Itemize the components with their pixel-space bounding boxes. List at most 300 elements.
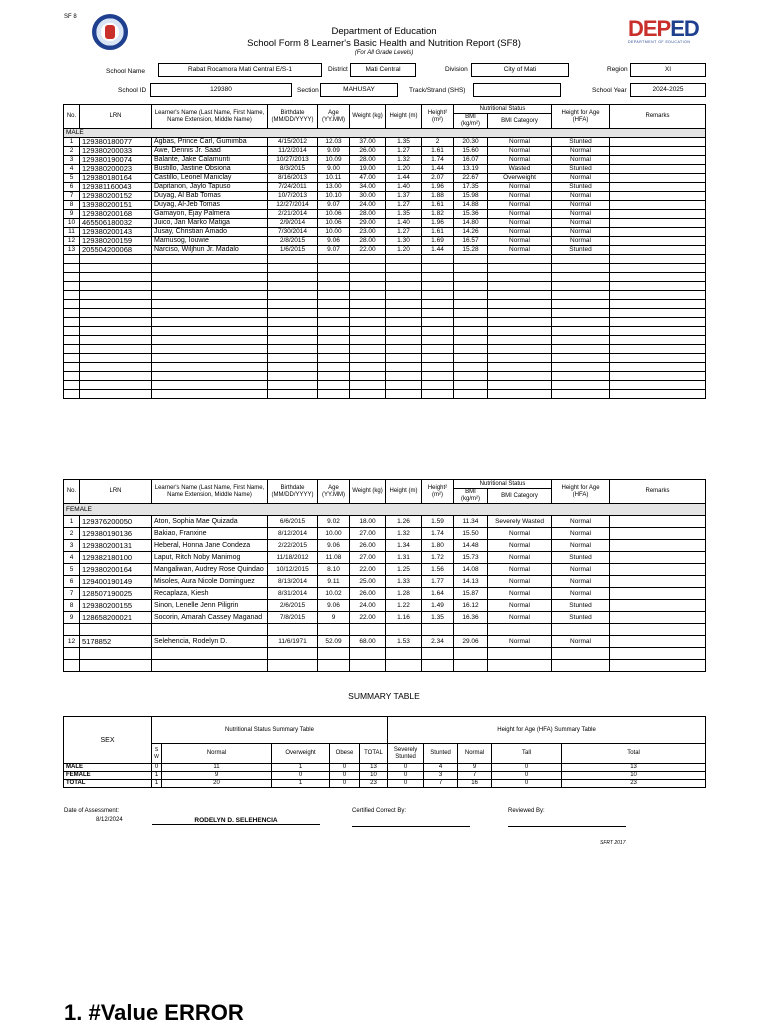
female-cell-bmi[interactable]: 11.34 <box>454 516 488 528</box>
female-cell-name[interactable]: Laput, Ritch Noby Manimog <box>152 552 268 564</box>
male-cell-h2[interactable]: 1.96 <box>422 183 454 192</box>
male-cell-hfa[interactable] <box>552 255 610 264</box>
male-cell-cat[interactable] <box>488 291 552 300</box>
division-field[interactable]: City of Mati <box>471 63 569 77</box>
male-cell-h2[interactable]: 1.44 <box>422 246 454 255</box>
male-cell-bmi[interactable]: 15.36 <box>454 210 488 219</box>
male-cell-no[interactable] <box>64 327 80 336</box>
male-cell-bmi[interactable]: 14.26 <box>454 228 488 237</box>
male-cell-age[interactable] <box>318 381 350 390</box>
male-cell-bmi[interactable]: 22.67 <box>454 174 488 183</box>
male-cell-cat[interactable]: Normal <box>488 246 552 255</box>
female-cell-hfa[interactable] <box>552 648 610 660</box>
male-cell-age[interactable] <box>318 291 350 300</box>
female-cell-age[interactable]: 10.02 <box>318 588 350 600</box>
male-cell-wt[interactable] <box>350 318 386 327</box>
male-cell-hfa[interactable]: Normal <box>552 219 610 228</box>
female-cell-no[interactable]: 5 <box>64 564 80 576</box>
female-cell-h2[interactable]: 1.59 <box>422 516 454 528</box>
female-cell-bmi[interactable]: 15.87 <box>454 588 488 600</box>
male-cell-lrn[interactable]: 129380200023 <box>80 165 152 174</box>
male-cell-cat[interactable]: Normal <box>488 228 552 237</box>
female-cell-name[interactable]: Socorin, Amarah Cassey Maganad <box>152 612 268 624</box>
male-cell-ht[interactable]: 1.27 <box>386 147 422 156</box>
male-cell-name[interactable]: Gamayon, Ejay Palmera <box>152 210 268 219</box>
male-cell-wt[interactable]: 37.00 <box>350 138 386 147</box>
female-cell-bd[interactable]: 2/6/2015 <box>268 600 318 612</box>
male-cell-name[interactable] <box>152 354 268 363</box>
school-name-field[interactable]: Rabat Rocamora Mati Central E/S-1 <box>158 63 322 77</box>
female-cell-lrn[interactable]: 129380200131 <box>80 540 152 552</box>
female-cell-cat[interactable] <box>488 624 552 636</box>
male-cell-name[interactable]: Jusay, Christian Amado <box>152 228 268 237</box>
male-cell-remarks[interactable] <box>610 147 706 156</box>
female-cell-lrn[interactable]: 129382180100 <box>80 552 152 564</box>
male-cell-ht[interactable]: 1.35 <box>386 210 422 219</box>
male-cell-lrn[interactable]: 129380200033 <box>80 147 152 156</box>
female-cell-wt[interactable]: 26.00 <box>350 540 386 552</box>
male-cell-hfa[interactable] <box>552 327 610 336</box>
female-cell-lrn[interactable] <box>80 660 152 672</box>
female-cell-h2[interactable]: 1.64 <box>422 588 454 600</box>
male-cell-bmi[interactable] <box>454 372 488 381</box>
female-cell-wt[interactable]: 18.00 <box>350 516 386 528</box>
male-cell-lrn[interactable] <box>80 363 152 372</box>
female-cell-lrn[interactable]: 129400190149 <box>80 576 152 588</box>
male-cell-age[interactable]: 10.09 <box>318 156 350 165</box>
female-cell-hfa[interactable] <box>552 624 610 636</box>
male-cell-name[interactable]: Balante, Jake Calamunti <box>152 156 268 165</box>
male-cell-cat[interactable] <box>488 354 552 363</box>
male-cell-bmi[interactable]: 16.07 <box>454 156 488 165</box>
male-cell-hfa[interactable]: Normal <box>552 174 610 183</box>
female-cell-age[interactable]: 9.06 <box>318 540 350 552</box>
female-cell-remarks[interactable] <box>610 540 706 552</box>
male-cell-ht[interactable]: 1.32 <box>386 156 422 165</box>
female-cell-ht[interactable]: 1.26 <box>386 516 422 528</box>
male-cell-lrn[interactable]: 129380200143 <box>80 228 152 237</box>
female-cell-remarks[interactable] <box>610 624 706 636</box>
male-cell-age[interactable]: 12.03 <box>318 138 350 147</box>
female-cell-cat[interactable]: Normal <box>488 540 552 552</box>
male-cell-cat[interactable] <box>488 363 552 372</box>
male-cell-age[interactable] <box>318 318 350 327</box>
male-cell-bmi[interactable]: 20.30 <box>454 138 488 147</box>
male-cell-remarks[interactable] <box>610 282 706 291</box>
male-cell-name[interactable] <box>152 327 268 336</box>
male-cell-age[interactable]: 10.00 <box>318 228 350 237</box>
male-cell-ht[interactable] <box>386 291 422 300</box>
female-cell-remarks[interactable] <box>610 648 706 660</box>
female-cell-bmi[interactable]: 29.06 <box>454 636 488 648</box>
male-cell-remarks[interactable] <box>610 381 706 390</box>
male-cell-name[interactable]: Duyag, Al Bab Tomas <box>152 192 268 201</box>
female-cell-bd[interactable]: 2/22/2015 <box>268 540 318 552</box>
male-cell-bmi[interactable] <box>454 255 488 264</box>
male-cell-h2[interactable]: 2.07 <box>422 174 454 183</box>
male-cell-name[interactable] <box>152 336 268 345</box>
male-cell-no[interactable]: 3 <box>64 156 80 165</box>
male-cell-cat[interactable]: Wasted <box>488 165 552 174</box>
female-cell-no[interactable]: 9 <box>64 612 80 624</box>
male-cell-bmi[interactable] <box>454 327 488 336</box>
male-cell-age[interactable]: 10.06 <box>318 210 350 219</box>
female-cell-remarks[interactable] <box>610 516 706 528</box>
male-cell-cat[interactable] <box>488 282 552 291</box>
female-cell-remarks[interactable] <box>610 636 706 648</box>
female-cell-age[interactable]: 9.02 <box>318 516 350 528</box>
male-cell-age[interactable] <box>318 273 350 282</box>
male-cell-h2[interactable] <box>422 390 454 399</box>
female-cell-remarks[interactable] <box>610 612 706 624</box>
male-cell-remarks[interactable] <box>610 336 706 345</box>
male-cell-age[interactable]: 10.06 <box>318 219 350 228</box>
female-cell-name[interactable]: Misoles, Aura Nicole Dominguez <box>152 576 268 588</box>
male-cell-name[interactable] <box>152 372 268 381</box>
male-cell-bd[interactable] <box>268 291 318 300</box>
male-cell-wt[interactable] <box>350 291 386 300</box>
male-cell-hfa[interactable] <box>552 345 610 354</box>
male-cell-bmi[interactable] <box>454 354 488 363</box>
male-cell-bd[interactable] <box>268 372 318 381</box>
female-cell-h2[interactable] <box>422 624 454 636</box>
male-cell-name[interactable] <box>152 282 268 291</box>
female-cell-no[interactable]: 1 <box>64 516 80 528</box>
female-cell-age[interactable]: 9.06 <box>318 600 350 612</box>
male-cell-lrn[interactable] <box>80 309 152 318</box>
male-cell-wt[interactable]: 30.00 <box>350 192 386 201</box>
male-cell-h2[interactable]: 1.74 <box>422 156 454 165</box>
female-cell-hfa[interactable]: Stunted <box>552 612 610 624</box>
male-cell-h2[interactable]: 1.82 <box>422 210 454 219</box>
male-cell-no[interactable]: 11 <box>64 228 80 237</box>
female-cell-hfa[interactable]: Stunted <box>552 552 610 564</box>
female-cell-no[interactable]: 4 <box>64 552 80 564</box>
male-cell-bd[interactable] <box>268 273 318 282</box>
male-cell-h2[interactable] <box>422 318 454 327</box>
male-cell-cat[interactable] <box>488 345 552 354</box>
male-cell-wt[interactable] <box>350 273 386 282</box>
female-cell-cat[interactable]: Normal <box>488 636 552 648</box>
male-cell-no[interactable] <box>64 372 80 381</box>
female-cell-bmi[interactable] <box>454 648 488 660</box>
male-cell-no[interactable] <box>64 309 80 318</box>
male-cell-remarks[interactable] <box>610 237 706 246</box>
male-cell-remarks[interactable] <box>610 138 706 147</box>
male-cell-h2[interactable] <box>422 327 454 336</box>
male-cell-no[interactable] <box>64 273 80 282</box>
male-cell-bd[interactable]: 11/2/2014 <box>268 147 318 156</box>
female-cell-ht[interactable]: 1.28 <box>386 588 422 600</box>
male-cell-hfa[interactable] <box>552 363 610 372</box>
male-cell-hfa[interactable]: Normal <box>552 192 610 201</box>
male-cell-name[interactable]: Juico, Jan Marko Matiga <box>152 219 268 228</box>
male-cell-name[interactable]: Agbas, Prince Carl, Gumimba <box>152 138 268 147</box>
male-cell-cat[interactable] <box>488 372 552 381</box>
male-cell-lrn[interactable] <box>80 381 152 390</box>
female-cell-wt[interactable] <box>350 624 386 636</box>
female-cell-bmi[interactable]: 15.73 <box>454 552 488 564</box>
female-cell-name[interactable]: Aton, Sophia Mae Quizada <box>152 516 268 528</box>
female-cell-cat[interactable]: Normal <box>488 528 552 540</box>
male-cell-age[interactable] <box>318 282 350 291</box>
female-cell-wt[interactable]: 22.00 <box>350 612 386 624</box>
male-cell-bmi[interactable]: 13.19 <box>454 165 488 174</box>
female-cell-lrn[interactable]: 129380200164 <box>80 564 152 576</box>
male-cell-h2[interactable] <box>422 381 454 390</box>
male-cell-name[interactable]: Mamusog, Iouwie <box>152 237 268 246</box>
female-cell-no[interactable]: 8 <box>64 600 80 612</box>
male-cell-cat[interactable] <box>488 273 552 282</box>
male-cell-no[interactable] <box>64 300 80 309</box>
male-cell-bmi[interactable] <box>454 336 488 345</box>
male-cell-lrn[interactable] <box>80 390 152 399</box>
male-cell-bmi[interactable] <box>454 282 488 291</box>
female-cell-age[interactable] <box>318 648 350 660</box>
female-cell-cat[interactable]: Normal <box>488 564 552 576</box>
male-cell-age[interactable]: 9.06 <box>318 237 350 246</box>
female-cell-bmi[interactable]: 14.13 <box>454 576 488 588</box>
male-cell-lrn[interactable]: 465506180032 <box>80 219 152 228</box>
male-cell-wt[interactable] <box>350 363 386 372</box>
female-cell-bmi[interactable]: 15.50 <box>454 528 488 540</box>
male-cell-bmi[interactable]: 16.57 <box>454 237 488 246</box>
female-cell-lrn[interactable] <box>80 648 152 660</box>
male-cell-ht[interactable] <box>386 327 422 336</box>
male-cell-bmi[interactable]: 14.80 <box>454 219 488 228</box>
male-cell-bd[interactable]: 8/3/2015 <box>268 165 318 174</box>
female-cell-hfa[interactable]: Normal <box>552 516 610 528</box>
male-cell-no[interactable]: 12 <box>64 237 80 246</box>
male-cell-bd[interactable] <box>268 381 318 390</box>
male-cell-hfa[interactable] <box>552 282 610 291</box>
male-cell-wt[interactable] <box>350 282 386 291</box>
male-cell-ht[interactable]: 1.20 <box>386 165 422 174</box>
male-cell-remarks[interactable] <box>610 228 706 237</box>
male-cell-no[interactable]: 10 <box>64 219 80 228</box>
male-cell-h2[interactable] <box>422 255 454 264</box>
male-cell-bd[interactable]: 2/21/2014 <box>268 210 318 219</box>
male-cell-age[interactable] <box>318 372 350 381</box>
female-cell-bd[interactable]: 8/31/2014 <box>268 588 318 600</box>
male-cell-wt[interactable]: 28.00 <box>350 210 386 219</box>
female-cell-bmi[interactable] <box>454 660 488 672</box>
female-cell-h2[interactable]: 1.49 <box>422 600 454 612</box>
male-cell-no[interactable]: 9 <box>64 210 80 219</box>
male-cell-remarks[interactable] <box>610 264 706 273</box>
female-cell-h2[interactable]: 1.80 <box>422 540 454 552</box>
female-cell-age[interactable]: 10.00 <box>318 528 350 540</box>
male-cell-name[interactable] <box>152 291 268 300</box>
male-cell-wt[interactable]: 23.00 <box>350 228 386 237</box>
male-cell-h2[interactable]: 1.61 <box>422 201 454 210</box>
male-cell-h2[interactable] <box>422 309 454 318</box>
male-cell-age[interactable]: 9.09 <box>318 147 350 156</box>
male-cell-lrn[interactable] <box>80 273 152 282</box>
female-cell-ht[interactable] <box>386 648 422 660</box>
male-cell-wt[interactable]: 28.00 <box>350 237 386 246</box>
male-cell-bd[interactable] <box>268 390 318 399</box>
male-cell-no[interactable] <box>64 363 80 372</box>
male-cell-cat[interactable]: Normal <box>488 156 552 165</box>
male-cell-bd[interactable]: 12/27/2014 <box>268 201 318 210</box>
female-cell-ht[interactable]: 1.53 <box>386 636 422 648</box>
male-cell-ht[interactable] <box>386 300 422 309</box>
male-cell-bd[interactable]: 1/6/2015 <box>268 246 318 255</box>
female-cell-name[interactable]: Sinon, Lenelle Jenn Piligrin <box>152 600 268 612</box>
male-cell-bmi[interactable] <box>454 390 488 399</box>
male-cell-bd[interactable] <box>268 309 318 318</box>
male-cell-remarks[interactable] <box>610 165 706 174</box>
male-cell-hfa[interactable]: Stunted <box>552 246 610 255</box>
female-cell-age[interactable]: 9.11 <box>318 576 350 588</box>
male-cell-ht[interactable] <box>386 390 422 399</box>
female-cell-hfa[interactable]: Normal <box>552 576 610 588</box>
male-cell-no[interactable]: 7 <box>64 192 80 201</box>
male-cell-no[interactable] <box>64 291 80 300</box>
male-cell-cat[interactable] <box>488 336 552 345</box>
male-cell-lrn[interactable] <box>80 255 152 264</box>
female-cell-bd[interactable]: 7/8/2015 <box>268 612 318 624</box>
female-cell-bmi[interactable]: 14.48 <box>454 540 488 552</box>
male-cell-lrn[interactable] <box>80 264 152 273</box>
male-cell-wt[interactable] <box>350 390 386 399</box>
male-cell-bmi[interactable]: 15.60 <box>454 147 488 156</box>
male-cell-bmi[interactable] <box>454 363 488 372</box>
male-cell-ht[interactable]: 1.35 <box>386 138 422 147</box>
female-cell-cat[interactable]: Normal <box>488 552 552 564</box>
female-cell-h2[interactable]: 2.34 <box>422 636 454 648</box>
male-cell-bd[interactable] <box>268 327 318 336</box>
male-cell-cat[interactable]: Normal <box>488 138 552 147</box>
male-cell-lrn[interactable] <box>80 291 152 300</box>
male-cell-remarks[interactable] <box>610 174 706 183</box>
female-cell-wt[interactable]: 68.00 <box>350 636 386 648</box>
male-cell-hfa[interactable]: Normal <box>552 237 610 246</box>
female-cell-ht[interactable]: 1.34 <box>386 540 422 552</box>
male-cell-lrn[interactable]: 129380200168 <box>80 210 152 219</box>
female-cell-no[interactable] <box>64 648 80 660</box>
male-cell-cat[interactable]: Normal <box>488 147 552 156</box>
male-cell-lrn[interactable]: 129380200159 <box>80 237 152 246</box>
female-cell-hfa[interactable]: Normal <box>552 528 610 540</box>
female-cell-remarks[interactable] <box>610 564 706 576</box>
male-cell-no[interactable] <box>64 336 80 345</box>
female-cell-bd[interactable]: 8/13/2014 <box>268 576 318 588</box>
female-cell-lrn[interactable]: 5178852 <box>80 636 152 648</box>
female-cell-wt[interactable]: 25.00 <box>350 576 386 588</box>
female-cell-age[interactable]: 9 <box>318 612 350 624</box>
male-cell-wt[interactable]: 47.00 <box>350 174 386 183</box>
male-cell-age[interactable]: 9.07 <box>318 201 350 210</box>
female-cell-h2[interactable]: 1.74 <box>422 528 454 540</box>
male-cell-remarks[interactable] <box>610 183 706 192</box>
female-cell-name[interactable] <box>152 648 268 660</box>
male-cell-hfa[interactable]: Normal <box>552 147 610 156</box>
male-cell-bmi[interactable]: 15.28 <box>454 246 488 255</box>
female-cell-wt[interactable]: 22.00 <box>350 564 386 576</box>
male-cell-name[interactable] <box>152 381 268 390</box>
male-cell-h2[interactable] <box>422 354 454 363</box>
male-cell-hfa[interactable] <box>552 336 610 345</box>
male-cell-cat[interactable] <box>488 300 552 309</box>
female-cell-wt[interactable]: 27.00 <box>350 552 386 564</box>
male-cell-ht[interactable] <box>386 372 422 381</box>
male-cell-bmi[interactable] <box>454 300 488 309</box>
female-cell-remarks[interactable] <box>610 552 706 564</box>
female-cell-bd[interactable] <box>268 624 318 636</box>
male-cell-bd[interactable]: 2/9/2014 <box>268 219 318 228</box>
male-cell-ht[interactable] <box>386 264 422 273</box>
male-cell-cat[interactable] <box>488 390 552 399</box>
male-cell-wt[interactable] <box>350 345 386 354</box>
male-cell-age[interactable] <box>318 354 350 363</box>
male-cell-cat[interactable]: Normal <box>488 201 552 210</box>
male-cell-age[interactable] <box>318 345 350 354</box>
female-cell-age[interactable] <box>318 624 350 636</box>
male-cell-bd[interactable]: 4/15/2012 <box>268 138 318 147</box>
male-cell-h2[interactable] <box>422 345 454 354</box>
female-cell-remarks[interactable] <box>610 600 706 612</box>
male-cell-ht[interactable]: 1.40 <box>386 219 422 228</box>
male-cell-remarks[interactable] <box>610 390 706 399</box>
female-cell-h2[interactable] <box>422 648 454 660</box>
female-cell-h2[interactable]: 1.35 <box>422 612 454 624</box>
male-cell-h2[interactable]: 1.61 <box>422 228 454 237</box>
male-cell-name[interactable] <box>152 264 268 273</box>
female-cell-wt[interactable]: 27.00 <box>350 528 386 540</box>
male-cell-wt[interactable] <box>350 336 386 345</box>
male-cell-wt[interactable]: 34.00 <box>350 183 386 192</box>
female-cell-wt[interactable] <box>350 648 386 660</box>
male-cell-hfa[interactable]: Normal <box>552 228 610 237</box>
female-cell-lrn[interactable]: 128507190025 <box>80 588 152 600</box>
male-cell-no[interactable] <box>64 318 80 327</box>
female-cell-cat[interactable]: Normal <box>488 600 552 612</box>
male-cell-cat[interactable]: Normal <box>488 192 552 201</box>
male-cell-h2[interactable] <box>422 282 454 291</box>
male-cell-age[interactable] <box>318 255 350 264</box>
male-cell-hfa[interactable] <box>552 309 610 318</box>
female-cell-name[interactable]: Recaplaza, Kiesh <box>152 588 268 600</box>
male-cell-bd[interactable] <box>268 282 318 291</box>
female-cell-no[interactable] <box>64 624 80 636</box>
female-cell-no[interactable] <box>64 660 80 672</box>
male-cell-lrn[interactable]: 129381160043 <box>80 183 152 192</box>
male-cell-bd[interactable] <box>268 354 318 363</box>
male-cell-wt[interactable] <box>350 255 386 264</box>
male-cell-hfa[interactable]: Stunted <box>552 138 610 147</box>
male-cell-wt[interactable]: 29.00 <box>350 219 386 228</box>
female-cell-lrn[interactable]: 129380200155 <box>80 600 152 612</box>
male-cell-ht[interactable] <box>386 363 422 372</box>
male-cell-ht[interactable] <box>386 336 422 345</box>
male-cell-bmi[interactable]: 15.98 <box>454 192 488 201</box>
male-cell-lrn[interactable]: 129380180164 <box>80 174 152 183</box>
male-cell-cat[interactable]: Normal <box>488 219 552 228</box>
male-cell-h2[interactable] <box>422 336 454 345</box>
male-cell-wt[interactable] <box>350 354 386 363</box>
male-cell-h2[interactable]: 2 <box>422 138 454 147</box>
male-cell-bmi[interactable] <box>454 291 488 300</box>
male-cell-no[interactable]: 2 <box>64 147 80 156</box>
male-cell-cat[interactable] <box>488 327 552 336</box>
male-cell-wt[interactable]: 19.00 <box>350 165 386 174</box>
female-cell-h2[interactable] <box>422 660 454 672</box>
female-cell-bd[interactable]: 11/18/2012 <box>268 552 318 564</box>
female-cell-no[interactable]: 12 <box>64 636 80 648</box>
male-cell-age[interactable]: 13.00 <box>318 183 350 192</box>
